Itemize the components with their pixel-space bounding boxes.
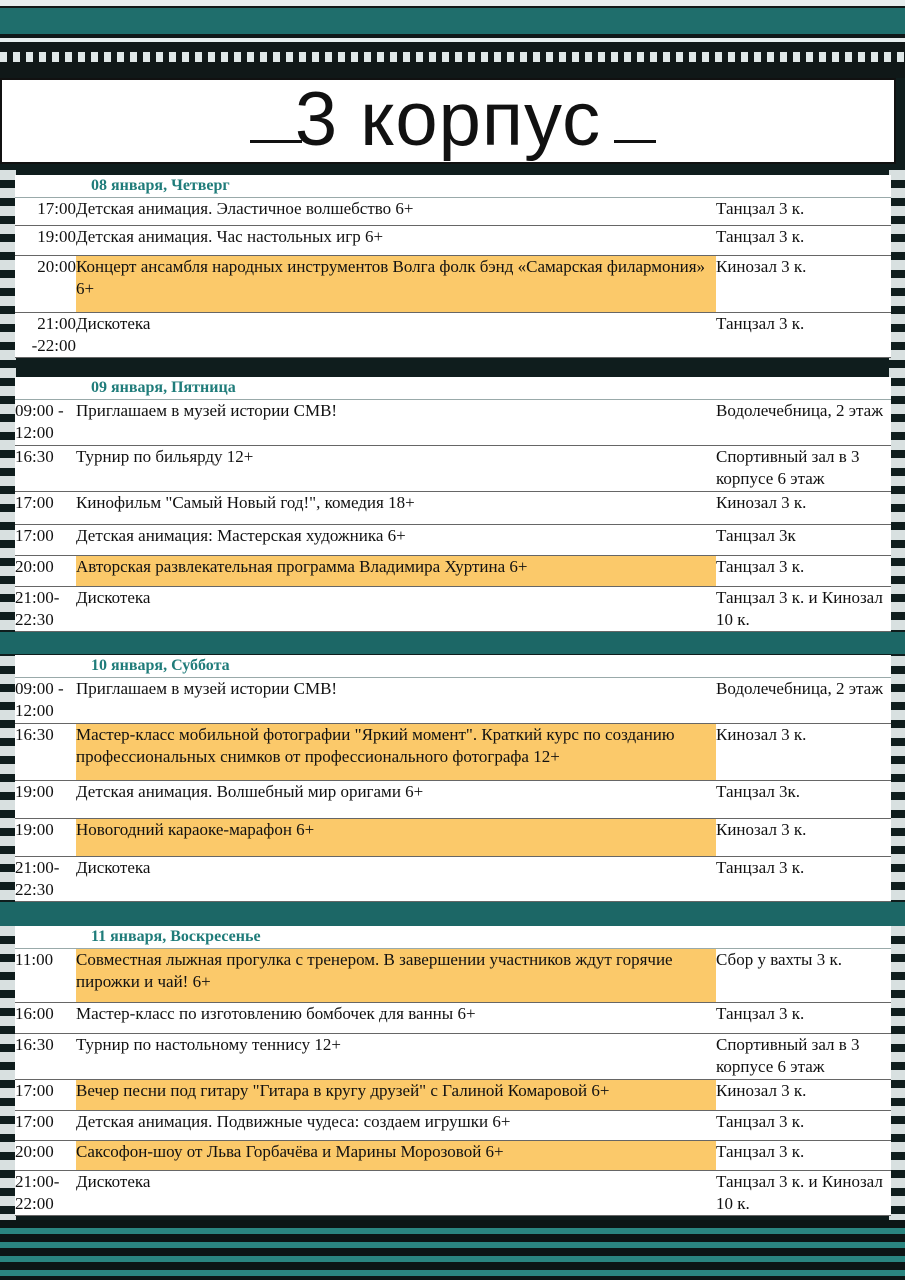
event-location: Спортивный зал в 3 корпусе 6 этаж bbox=[716, 445, 891, 491]
film-stripe bbox=[0, 0, 905, 6]
day-header: 08 января, Четверг bbox=[15, 175, 891, 198]
event-location: Танцзал 3 к. bbox=[716, 1002, 891, 1033]
event-location: Танцзал 3 к. bbox=[716, 312, 891, 357]
event-title: Мастер-класс мобильной фотографии "Яркий момент". Краткий курс по созданию профессиональных снимков от профессионального фотографа 12+ bbox=[76, 723, 716, 780]
event-time: 16:30 bbox=[15, 723, 76, 780]
event-time: 19:00 bbox=[15, 780, 76, 818]
event-title: Совместная лыжная прогулка с тренером. В завершении участников ждут горячие пирожки и чай! 6+ bbox=[76, 949, 716, 1002]
event-time: 20:00 bbox=[15, 255, 76, 312]
event-title: Мастер-класс по изготовлению бомбочек для ванны 6+ bbox=[76, 1002, 716, 1033]
title-card bbox=[0, 78, 896, 164]
event-title: Детская анимация. Подвижные чудеса: создаем игрушки 6+ bbox=[76, 1110, 716, 1140]
schedule-row bbox=[15, 491, 891, 524]
event-time: 17:00 bbox=[15, 524, 76, 555]
schedule-row bbox=[15, 1079, 891, 1110]
film-side-right bbox=[889, 170, 905, 1280]
event-title: Приглашаем в музей истории СМВ! bbox=[76, 400, 716, 445]
event-time: 16:30 bbox=[15, 1033, 76, 1079]
film-side-left bbox=[0, 170, 16, 1280]
event-title: Детская анимация. Волшебный мир оригами 6+ bbox=[76, 780, 716, 818]
schedule-row bbox=[15, 312, 891, 357]
event-title: Дискотека bbox=[76, 1170, 716, 1215]
schedule-row bbox=[15, 445, 891, 491]
schedule-row bbox=[15, 586, 891, 631]
event-time: 21:00- 22:30 bbox=[15, 586, 76, 631]
event-time: 16:00 bbox=[15, 1002, 76, 1033]
schedule-table bbox=[15, 198, 891, 358]
event-title: Турнир по бильярду 12+ bbox=[76, 445, 716, 491]
event-time: 17:00 bbox=[15, 1079, 76, 1110]
event-time: 09:00 - 12:00 bbox=[15, 678, 76, 723]
schedule-row bbox=[15, 818, 891, 856]
event-location: Кинозал 3 к. bbox=[716, 255, 891, 312]
film-strip-bottom bbox=[0, 1220, 905, 1280]
event-location: Танцзал 3 к. bbox=[716, 198, 891, 225]
event-location: Сбор у вахты 3 к. bbox=[716, 949, 891, 1002]
schedule-row bbox=[15, 949, 891, 1002]
day-block bbox=[15, 655, 891, 902]
event-location: Танцзал 3 к. bbox=[716, 555, 891, 586]
event-title: Детская анимация. Час настольных игр 6+ bbox=[76, 225, 716, 255]
event-time: 19:00 bbox=[15, 225, 76, 255]
event-time: 21:00- 22:00 bbox=[15, 1170, 76, 1215]
teal-gap bbox=[0, 902, 905, 926]
event-title: Детская анимация. Эластичное волшебство 6+ bbox=[76, 198, 716, 225]
schedule-table bbox=[15, 678, 891, 902]
event-time: 17:00 bbox=[15, 491, 76, 524]
event-location: Танцзал 3 к. bbox=[716, 1110, 891, 1140]
schedule-row bbox=[15, 856, 891, 901]
event-time: 16:30 bbox=[15, 445, 76, 491]
day-block bbox=[15, 926, 891, 1216]
schedule-row bbox=[15, 225, 891, 255]
event-time: 11:00 bbox=[15, 949, 76, 1002]
day-block bbox=[15, 377, 891, 632]
event-title: Приглашаем в музей истории СМВ! bbox=[76, 678, 716, 723]
film-stripe bbox=[0, 38, 905, 42]
schedule-row bbox=[15, 1140, 891, 1170]
event-location: Танцзал 3к bbox=[716, 524, 891, 555]
event-location: Танцзал 3 к. и Кинозал 10 к. bbox=[716, 586, 891, 631]
event-location: Водолечебница, 2 этаж bbox=[716, 400, 891, 445]
schedule-row bbox=[15, 1110, 891, 1140]
schedule-row bbox=[15, 1170, 891, 1215]
event-location: Кинозал 3 к. bbox=[716, 818, 891, 856]
schedule-row bbox=[15, 723, 891, 780]
event-title: Дискотека bbox=[76, 856, 716, 901]
event-time: 17:00 bbox=[15, 198, 76, 225]
schedule-row bbox=[15, 524, 891, 555]
film-band-top bbox=[0, 8, 905, 34]
schedule-row bbox=[15, 255, 891, 312]
event-location: Танцзал 3 к. bbox=[716, 1140, 891, 1170]
day-header: 11 января, Воскресенье bbox=[15, 926, 891, 949]
event-title: Саксофон-шоу от Льва Горбачёва и Марины Морозовой 6+ bbox=[76, 1140, 716, 1170]
schedule-table bbox=[15, 400, 891, 632]
schedule-row bbox=[15, 555, 891, 586]
event-title: Дискотека bbox=[76, 312, 716, 357]
film-holes bbox=[0, 52, 905, 62]
event-time: 19:00 bbox=[15, 818, 76, 856]
event-location: Кинозал 3 к. bbox=[716, 723, 891, 780]
schedule-row bbox=[15, 780, 891, 818]
event-title: Турнир по настольному теннису 12+ bbox=[76, 1033, 716, 1079]
event-location: Танцзал 3 к. bbox=[716, 225, 891, 255]
page-title: 3 корпус bbox=[294, 77, 602, 162]
schedule-row bbox=[15, 400, 891, 445]
event-title: Авторская развлекательная программа Владимира Хуртина 6+ bbox=[76, 555, 716, 586]
event-time: 21:00 -22:00 bbox=[15, 312, 76, 357]
day-block bbox=[15, 175, 891, 358]
event-location: Кинозал 3 к. bbox=[716, 491, 891, 524]
event-time: 20:00 bbox=[15, 555, 76, 586]
teal-gap bbox=[0, 632, 905, 654]
event-location: Танцзал 3 к. и Кинозал 10 к. bbox=[716, 1170, 891, 1215]
event-title: Концерт ансамбля народных инструментов Волга фолк бэнд «Самарская филармония» 6+ bbox=[76, 255, 716, 312]
day-header: 09 января, Пятница bbox=[15, 377, 891, 400]
event-location: Спортивный зал в 3 корпусе 6 этаж bbox=[716, 1033, 891, 1079]
event-location: Танцзал 3к. bbox=[716, 780, 891, 818]
day-header: 10 января, Суббота bbox=[15, 655, 891, 678]
event-time: 17:00 bbox=[15, 1110, 76, 1140]
event-title: Дискотека bbox=[76, 586, 716, 631]
event-location: Кинозал 3 к. bbox=[716, 1079, 891, 1110]
event-time: 20:00 bbox=[15, 1140, 76, 1170]
event-title: Кинофильм "Самый Новый год!", комедия 18+ bbox=[76, 491, 716, 524]
event-time: 09:00 - 12:00 bbox=[15, 400, 76, 445]
event-location: Водолечебница, 2 этаж bbox=[716, 678, 891, 723]
schedule-row bbox=[15, 678, 891, 723]
event-title: Новогодний караоке-марафон 6+ bbox=[76, 818, 716, 856]
event-title: Детская анимация: Мастерская художника 6+ bbox=[76, 524, 716, 555]
schedule-row bbox=[15, 198, 891, 225]
event-location: Танцзал 3 к. bbox=[716, 856, 891, 901]
schedule-row bbox=[15, 1033, 891, 1079]
schedule-table bbox=[15, 949, 891, 1216]
event-title: Вечер песни под гитару "Гитара в кругу друзей" с Галиной Комаровой 6+ bbox=[76, 1079, 716, 1110]
event-time: 21:00- 22:30 bbox=[15, 856, 76, 901]
schedule-row bbox=[15, 1002, 891, 1033]
